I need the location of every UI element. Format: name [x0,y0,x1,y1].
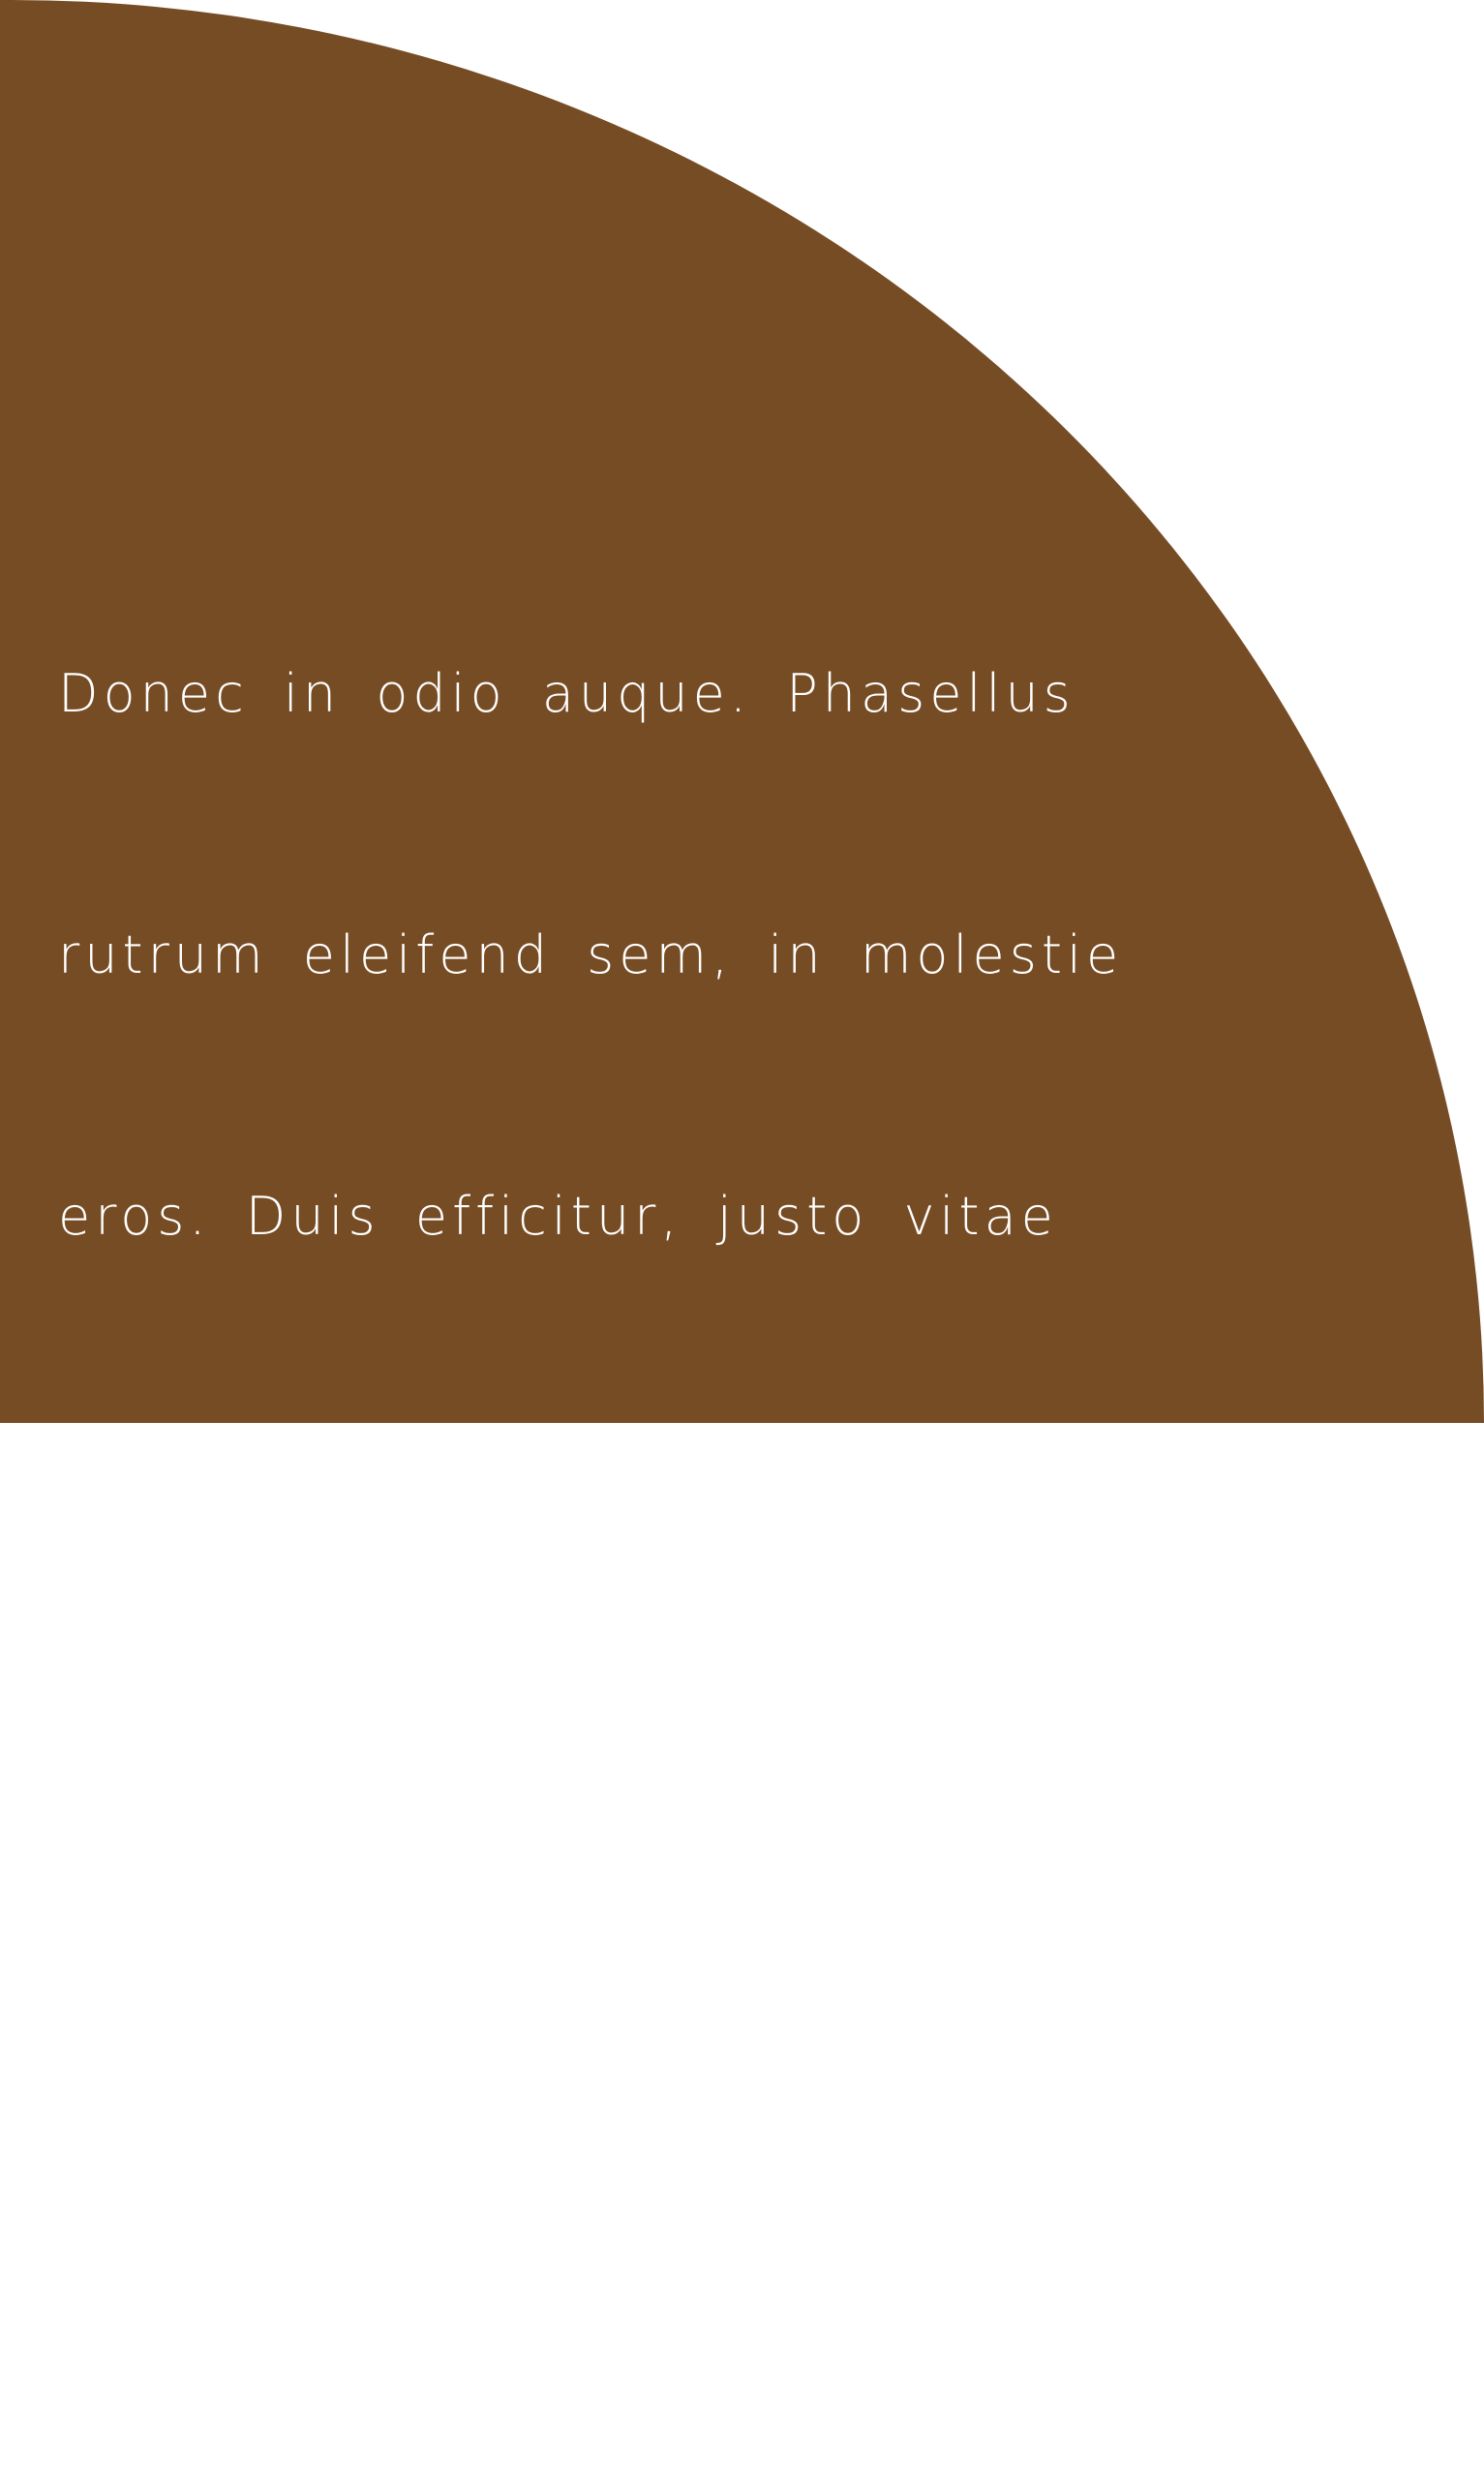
body-paragraph [58,476,1373,2480]
paragraph-line: porta maximus, odio risus ornare [58,1447,1170,1508]
paragraph-line: eros. Duis efficitur, justo vitae [58,1186,1058,1247]
paragraph-line: dolor, ac eleifend leo justo non libero. [58,1709,1320,1769]
paragraph-line: Duis auctor vulputate dui sed dignissim. [58,1970,1373,2031]
paragraph-line: rutrum eleifend sem, in molestie [58,924,1124,985]
paragraph-line: Morbi eu consectetur justo, nec [58,2231,1089,2292]
paragraph-line: Donec in odio auque. Phasellus [58,663,1075,724]
